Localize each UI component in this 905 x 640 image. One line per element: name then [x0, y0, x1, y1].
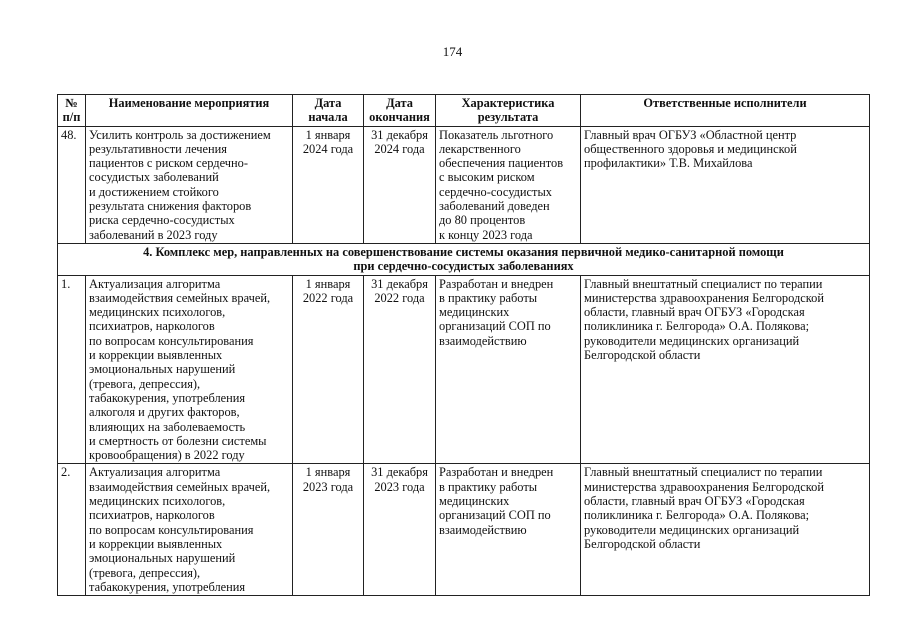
row-number: 1.: [58, 275, 86, 464]
row-number: 48.: [58, 126, 86, 243]
start-date: 1 января 2023 года: [293, 464, 364, 596]
table-row: [58, 464, 870, 596]
header-responsible: Ответственные исполнители: [581, 95, 870, 127]
measure-name: Актуализация алгоритма взаимодействия семейных врачей, медицинских психологов, психиатров, наркологов по вопросам консультирования и коррекции выявленных эмоциональных нарушений (тревога, депрессия), табакокурения, употребления алкоголя и других факторов, влияющих на заболеваемость и смертность от болезни системы кровообращения) в 2022 году: [86, 275, 293, 464]
header-name: Наименование мероприятия: [86, 95, 293, 127]
header-result: Характеристика результата: [436, 95, 581, 127]
header-start: Дата начала: [293, 95, 364, 127]
measure-name: Актуализация алгоритма взаимодействия семейных врачей, медицинских психологов, психиатров, наркологов по вопросам консультирования и коррекции выявленных эмоциональных нарушений (тревога, депрессия), табакокурения, употребления: [86, 464, 293, 596]
end-date: 31 декабря 2024 года: [364, 126, 436, 243]
table-header-row: [58, 95, 870, 127]
page-number: 174: [442, 44, 463, 59]
result-description: Разработан и внедрен в практику работы медицинских организаций СОП по взаимодействию: [436, 275, 581, 464]
responsible: Главный внештатный специалист по терапии министерства здравоохранения Белгородской области, главный врач ОГБУЗ «Городская поликлиника г. Белгорода» О.А. Полякова; руководители медицинских организаций Белгородской области: [581, 464, 870, 596]
section-row: [58, 243, 870, 275]
table-row: [58, 275, 870, 464]
header-num: № п/п: [58, 95, 86, 127]
end-date: 31 декабря 2022 года: [364, 275, 436, 464]
end-date: 31 декабря 2023 года: [364, 464, 436, 596]
start-date: 1 января 2024 года: [293, 126, 364, 243]
section-title: 4. Комплекс мер, направленных на совершенствование системы оказания первичной медико-санитарной помощи при сердечно-сосудистых заболеваниях: [58, 243, 870, 275]
measure-name: Усилить контроль за достижением результативности лечения пациентов с риском сердечно- сосудистых заболеваний и достижением стойкого результата снижения факторов риска сердечно-сосудистых заболеваний в 2023 году: [86, 126, 293, 243]
result-description: Разработан и внедрен в практику работы медицинских организаций СОП по взаимодействию: [436, 464, 581, 596]
responsible: Главный внештатный специалист по терапии министерства здравоохранения Белгородской области, главный врач ОГБУЗ «Городская поликлиника г. Белгорода» О.А. Полякова; руководители медицинских организаций Белгородской области: [581, 275, 870, 464]
row-number: 2.: [58, 464, 86, 596]
responsible: Главный врач ОГБУЗ «Областной центр общественного здоровья и медицинской профилактики» Т.В. Михайлова: [581, 126, 870, 243]
start-date: 1 января 2022 года: [293, 275, 364, 464]
header-end: Дата окончания: [364, 95, 436, 127]
measures-table: [57, 94, 870, 596]
result-description: Показатель льготного лекарственного обеспечения пациентов с высоким риском сердечно-сосудистых заболеваний доведен до 80 процентов к концу 2023 года: [436, 126, 581, 243]
table-row: [58, 126, 870, 243]
